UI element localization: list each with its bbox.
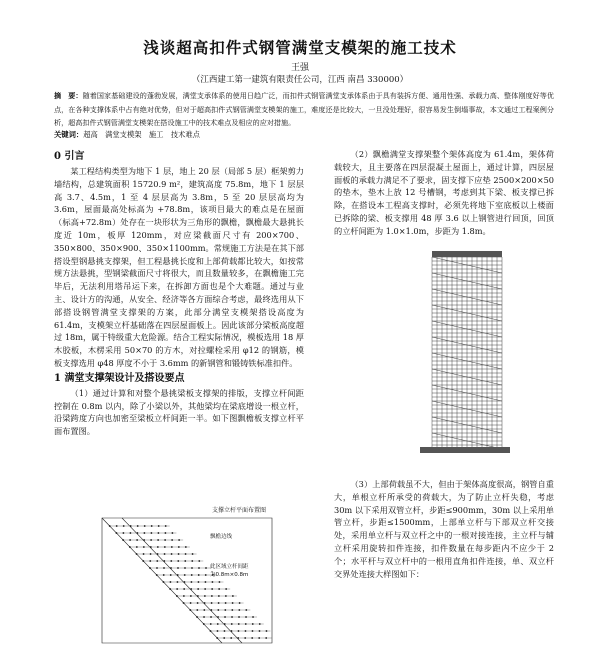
scaffold-elevation-figure [380, 247, 530, 457]
section-1-paragraph: （1）通过计算和对整个悬挑梁板支撑架的排版，支撑立杆间距控制在 0.8m 以内，除了小梁以外，其他梁均在梁底增设一根立杆，沿梁跨度方向也加密至梁板立杆间距一半。如下图飘檐板支撑立杆平面布置图。 [54, 387, 304, 437]
fig1-label-2: 此区域立杆间距 [210, 564, 249, 570]
fig1-label-0: 支撑立杆平面布置图 [212, 507, 267, 514]
section-1-title: 1 满堂支撑架设计及搭设要点 [54, 372, 185, 384]
paper-title: 浅谈超高扣件式钢管满堂支模架的施工技术 [143, 38, 457, 57]
fig1-label-3: 为0.8m×0.8m [210, 572, 249, 578]
support-layout-figure [92, 498, 292, 648]
abstract-text: 随着国家基础建设的蓬勃发展，满堂支承体系的使用日趋广泛，而扣件式钢管满堂支承体系由于具有装拆方便、通用性强、承载力高、整体刚度好等优点，在各种支撑体系中占有绝对优势，但对于超高扣件式钢管满堂支模架的施工，难度还是比较大，一旦没处理好，很容易发生倒塌事故，本文通过工程案例分析，超高扣件式钢管满堂支模架在搭设施工中的技术难点及相应的应对措施。 [54, 91, 554, 127]
right-paragraph-2: （3）上部荷载虽不大，但由于架体高度很高，钢管自重大，单根立杆所承受的荷载大，为了防止立杆失稳，考虑 30m 以下采用双管立杆，步距≤900mm，30m 以上采用单管立杆，步距≤1500mm，上部单立杆与下部双立杆交接处，采用单立杆与双立杆之中的一根对接连接，主立杆与辅立杆采用旋转扣件连接，扣件数量在每步距内不应少于 2 个；水平杆与双立杆中的一根用直角扣件连接，单、双立杆交界处连接大样图如下： [334, 479, 554, 579]
section-0-title: 0 引言 [54, 151, 85, 162]
abstract-label: 摘 要： [54, 91, 83, 100]
left-column [54, 148, 304, 438]
fig1-label-1: 飘檐边线 [210, 534, 233, 540]
author: 王强 [290, 63, 309, 73]
abstract [54, 89, 554, 130]
right-paragraph-1: （2）飘檐满堂支撑架整个架体高度为 61.4m，架体荷载较大，且主要落在四层混凝土屋面上，通过计算，四层屋面板的承载力满足不了要求，固支撑下应垫 2500×200×50 的垫木，垫木上放 12 号槽钢，考虑到其下梁、板支撑已拆除，在搭设本工程高支撑时，必须先将地下室底板以上楼面已拆除的梁、板支撑用 48 厚 3.6 以上钢管进行回顶，回顶的立杆间距为 1.0×1.0m，步距为 1.8m。 [334, 149, 554, 236]
keywords-label: 关键词： [54, 130, 84, 139]
keywords [54, 130, 554, 140]
right-column-lower [334, 478, 554, 580]
section-0-paragraph: 某工程结构类型为地下 1 层，地上 20 层（局部 5 层）框架剪力墙结构，总建筑面积 15720.9 m²，建筑高度 75.8m，地下 1 层层高 3.7、4.5m，1 至 4 层层高为 3.8m，5 至 20 层层高均为 3.6m，屋面最高处标高为 +78.8m，该项目最大的难点是在屋面（标高+72.8m）处存在一块形状为三角形的飘檐，飘檐最大悬挑长度近 10m，板厚 120mm，对应梁截面尺寸有 200×700、350×800、350×900、350×1100mm。常规施工方法是在其下部搭设型钢悬挑支撑架，但工程悬挑长度和上部荷载都比较大，如按常规方法悬挑，型钢梁截面尺寸将很大，而且数量较多，在飘檐施工完毕后，无法利用塔吊运下来，在拆卸方面也是个大难题。通过与业主、设计方的沟通，从安全、经济等各方面综合考虑，最终选用从下部搭设钢管满堂支撑架的方案，此部分满堂支模架搭设高度为 61.4m，支模架立杆基础落在四层屋面板上。因此该部分梁板高度超过 18m，属于特级重大危险源。结合工程实际情况，模板选用 18 厚木胶板，木楞采用 50×70 的方木，对拉螺栓采用 φ12 的钢筋，模板支撑选用 φ48 厚度不小于 3.6mm 的新钢管和锻铸铁标准扣件。 [54, 166, 304, 368]
affiliation: （江西建工第一建筑有限责任公司，江西 南昌 330000） [191, 75, 409, 85]
right-column [334, 148, 554, 238]
keywords-text: 超高 满堂支模架 施工 技术难点 [83, 130, 200, 139]
